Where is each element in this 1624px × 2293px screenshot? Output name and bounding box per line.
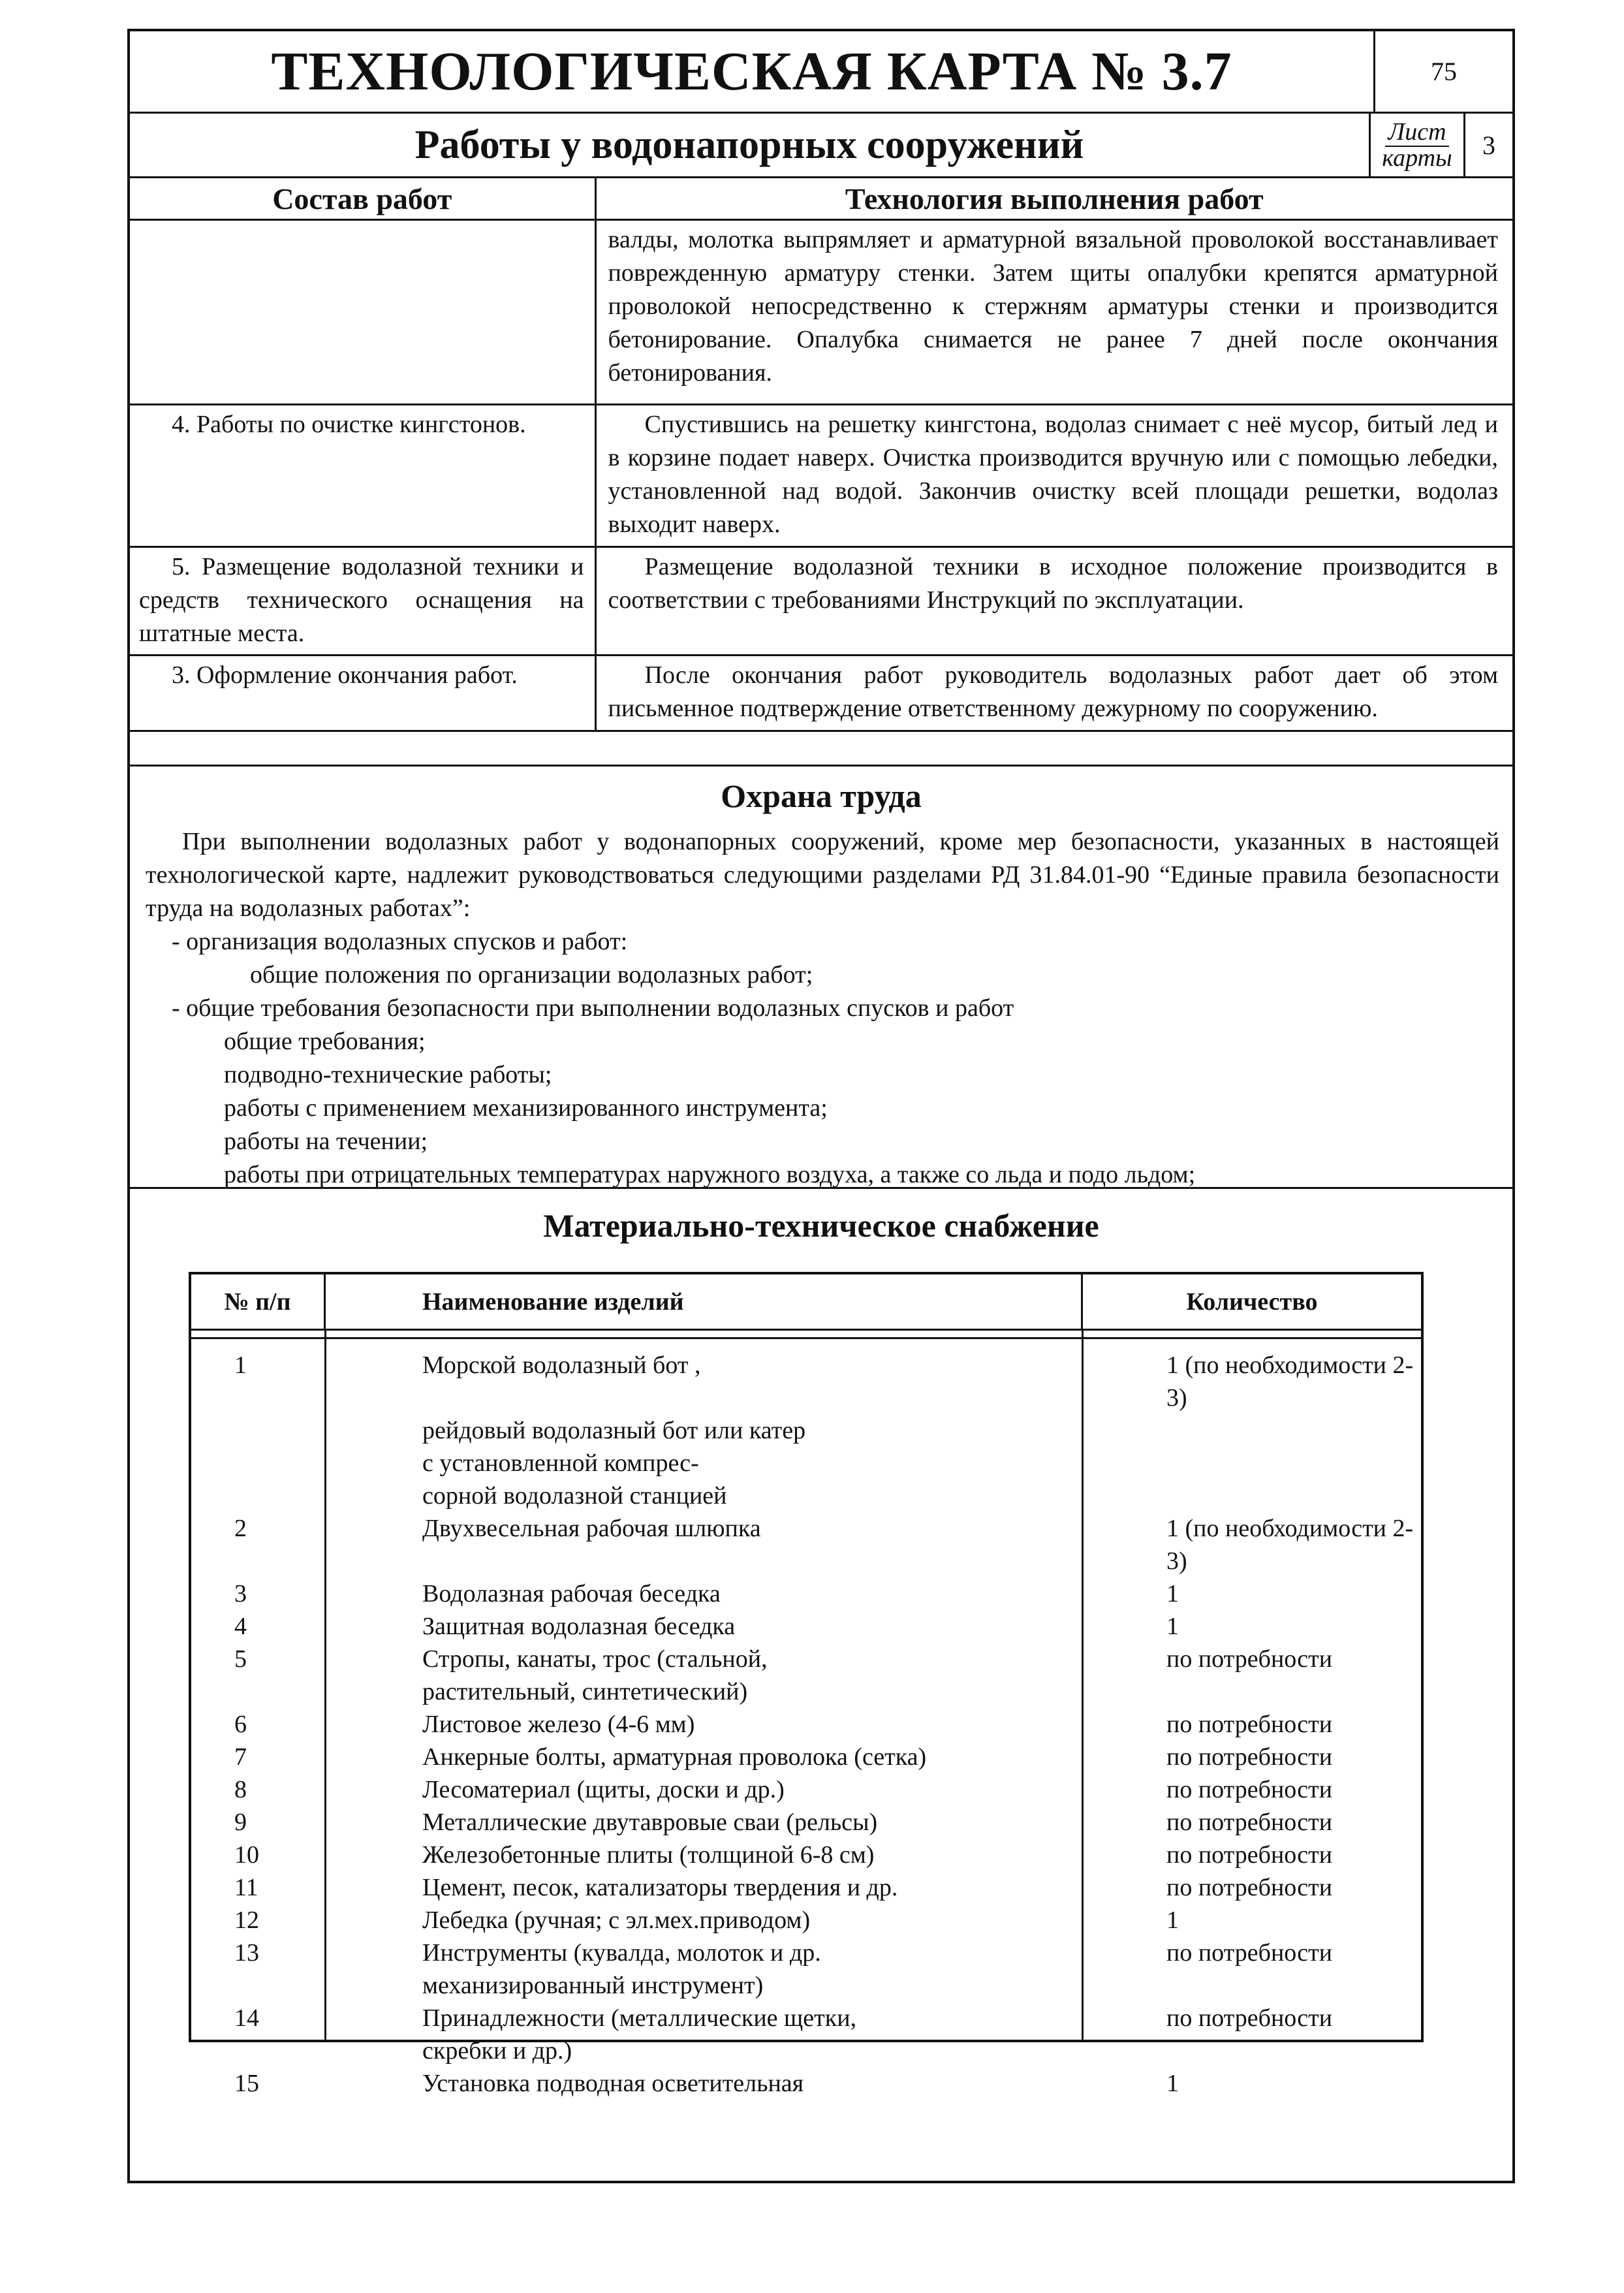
supply-row [191,1806,1421,1839]
supply-item-number: 11 [234,1874,258,1901]
supply-item-number [191,1969,326,2002]
supply-row [191,1969,1421,2002]
supply-item-quantity [1083,1675,1421,1708]
works-tech: Размещение водолазной техники в исходное положение производится в соответствии с требованиями Инструкций по эксплуатации. [595,547,1512,656]
supply-row [191,1773,1421,1806]
supply-col-number: № п/п [191,1274,326,1329]
supply-item-quantity: по потребности [1166,1776,1333,1803]
supply-item-number: 8 [234,1776,247,1803]
works-row [130,220,1512,405]
supply-row [191,2067,1421,2100]
safety-subitem: общие требования; [224,1028,426,1055]
supply-item-name: Листовое железо (4-6 мм) [422,1711,695,1738]
sheet-label-line2: карты [1382,144,1452,172]
supply-row [191,1643,1421,1675]
supply-item-number: 5 [234,1645,247,1673]
document-frame [127,29,1515,2183]
card-subtitle: Работы у водонапорных сооружений [414,122,1084,167]
supply-item-name: Инструменты (кувалда, молоток и др. [422,1939,821,1967]
supply-item-quantity: 1 [1166,1613,1179,1640]
supply-item-quantity: 1 [1166,1906,1179,1934]
supply-item-quantity: по потребности [1166,1743,1333,1771]
supply-row [191,1937,1421,1969]
works-table [130,176,1512,732]
safety-subitem: работы при отрицательных температурах наружного воздуха, а также со льда и подо льдом; [224,1161,1196,1188]
supply-item-number: 14 [234,2004,259,2032]
works-col-technology: Технология выполнения работ [595,178,1512,220]
supply-row [191,2002,1421,2034]
supply-item-name: Водолазная рабочая беседка [422,1580,721,1607]
supply-item-number: 2 [234,1515,247,1542]
supply-row [191,1512,1421,1577]
works-row [130,656,1512,731]
supply-item-name: Двухвесельная рабочая шлюпка [422,1515,761,1542]
supply-row [191,1414,1421,1447]
works-tech: После окончания работ руководитель водолазных работ дает об этом письменное подтверждение ответственному дежурному по сооружению. [595,656,1512,731]
supply-item-name: Лебедка (ручная; с эл.мех.приводом) [422,1906,811,1934]
supply-row [191,1577,1421,1610]
supply-item-number: 10 [234,1841,259,1869]
supply-item-name: Морской водолазный бот , [422,1352,701,1379]
supply-title: Материально-техническое снабжение [543,1207,1099,1244]
card-header [130,31,1512,176]
supply-item-name: Лесоматериал (щиты, доски и др.) [422,1776,785,1803]
supply-item-number [191,1447,326,1479]
safety-subitem: общие положения по организации водолазных работ; [250,961,813,988]
supply-item-number: 1 [234,1352,247,1379]
supply-item-name: Защитная водолазная беседка [422,1613,736,1640]
works-tech: валды, молотка выпрямляет и арматурной вязальной проволокой восстанавливает поврежденную арматуру стенки. Затем щиты опалубки крепятся арматурной проволокой непосредственно к стержням арматуры стенки и производится бетонирование. Опалубка снимается не ранее 7 дней после окончания бетонирования. [595,220,1512,405]
supply-item-quantity [1083,1969,1421,2002]
supply-item-number: 15 [234,2070,259,2097]
works-header-row [130,178,1512,220]
supply-item-quantity: по потребности [1166,1711,1333,1738]
supply-col-name: Наименование изделий [326,1274,1083,1329]
supply-item-number [191,1675,326,1708]
supply-row [191,1610,1421,1643]
supply-item-name: Стропы, канаты, трос (стальной, [422,1645,768,1673]
supply-item-number: 6 [234,1711,247,1738]
supply-item-name: сорной водолазной станцией [422,1482,727,1510]
supply-item-quantity: по потребности [1166,2004,1333,2032]
supply-item-number [191,1479,326,1512]
supply-item-number: 3 [234,1580,247,1607]
supply-row [191,2034,1421,2067]
sheet-number: 3 [1482,130,1495,160]
supply-row [191,1708,1421,1741]
supply-item-number: 7 [234,1743,247,1771]
supply-row [191,1675,1421,1708]
supply-item-quantity [1083,1447,1421,1479]
sheet-label-line1: Лист [1385,118,1448,147]
supply-row [191,1447,1421,1479]
supply-header-row [191,1274,1421,1331]
safety-subitem: работы с применением механизированного инструмента; [224,1094,828,1122]
supply-table [189,1272,1424,2097]
supply-item-quantity: 1 (по необходимости 2-3) [1166,1515,1414,1575]
works-step [130,220,595,405]
supply-item-quantity: 1 [1166,1580,1179,1607]
supply-row [191,1839,1421,1871]
works-row [130,547,1512,656]
sheet-label [1369,114,1465,176]
supply-item-name: Цемент, песок, катализаторы твердения и др. [422,1874,898,1901]
supply-row [191,1349,1421,1414]
supply-item-quantity: по потребности [1166,1874,1333,1901]
supply-item-name: Анкерные болты, арматурная проволока (сетка) [422,1743,927,1771]
supply-item-name: с установленной компрес- [422,1449,699,1477]
supply-item-quantity: по потребности [1166,1645,1333,1673]
safety-item: - общие требования безопасности при выполнении водолазных спусков и работ [172,994,1014,1022]
safety-intro: При выполнении водолазных работ у водонапорных сооружений, кроме мер безопасности, указанных в настоящей технологической карте, надлежит руководствоваться следующими разделами РД 31.84.01-90 “Единые правила безопасности труда на водолазных работах”: [146,828,1499,922]
works-row [130,405,1512,547]
supply-item-number [191,2034,326,2067]
supply-row [191,1479,1421,1512]
supply-item-name: рейдовый водолазный бот или катер [422,1417,806,1444]
safety-title: Охрана труда [721,778,922,814]
supply-item-number: 9 [234,1809,247,1836]
works-step: 3. Оформление окончания работ. [130,656,595,731]
supply-item-quantity: по потребности [1166,1841,1333,1869]
supply-item-number: 4 [234,1613,247,1640]
works-step: 5. Размещение водолазной техники и средств технического оснащения на штатные места. [130,547,595,656]
supply-item-quantity: 1 [1166,2070,1179,2097]
supply-item-number [191,1414,326,1447]
supply-item-name: механизированный инструмент) [422,1972,764,1999]
supply-item-quantity [1083,2034,1421,2067]
supply-item-name: Металлические двутавровые сваи (рельсы) [422,1809,878,1836]
supply-item-name: Принадлежности (металлические щетки, [422,2004,857,2032]
supply-item-name: Железобетонные плиты (толщиной 6-8 см) [422,1841,875,1869]
supply-item-quantity [1083,1479,1421,1512]
works-col-composition: Состав работ [130,178,595,220]
supply-row [191,1741,1421,1773]
supply-item-number: 12 [234,1906,259,1934]
supply-item-name: Установка подводная осветительная [422,2070,804,2097]
supply-item-name: скребки и др.) [422,2037,572,2064]
card-title: ТЕХНОЛОГИЧЕСКАЯ КАРТА № 3.7 [130,31,1375,114]
supply-row [191,1871,1421,1904]
works-tech: Спустившись на решетку кингстона, водолаз снимает с неё мусор, битый лед и в корзине подает наверх. Очистка производится вручную или с помощью лебедки, установленной над водой. Закончив очистку всей площади решетки, водолаз выходит наверх. [595,405,1512,547]
page-number: 75 [1375,31,1512,114]
safety-item: - организация водолазных спусков и работ: [172,928,628,955]
safety-subitem: работы на течении; [224,1128,428,1155]
supply-rows [191,1349,1421,2100]
supply-item-name: растительный, синтетический) [422,1678,748,1705]
supply-col-quantity: Количество [1186,1288,1318,1316]
safety-section [130,765,1512,1189]
safety-subitem: подводно-технические работы; [224,1061,552,1088]
works-step: 4. Работы по очистке кингстонов. [130,405,595,547]
supply-row [191,1904,1421,1937]
supply-item-number: 13 [234,1939,259,1967]
supply-item-quantity: по потребности [1166,1809,1333,1836]
supply-item-quantity: 1 (по необходимости 2-3) [1166,1352,1414,1412]
supply-item-quantity: по потребности [1166,1939,1333,1967]
supply-header-divider [191,1331,1421,1339]
supply-item-quantity [1083,1414,1421,1447]
